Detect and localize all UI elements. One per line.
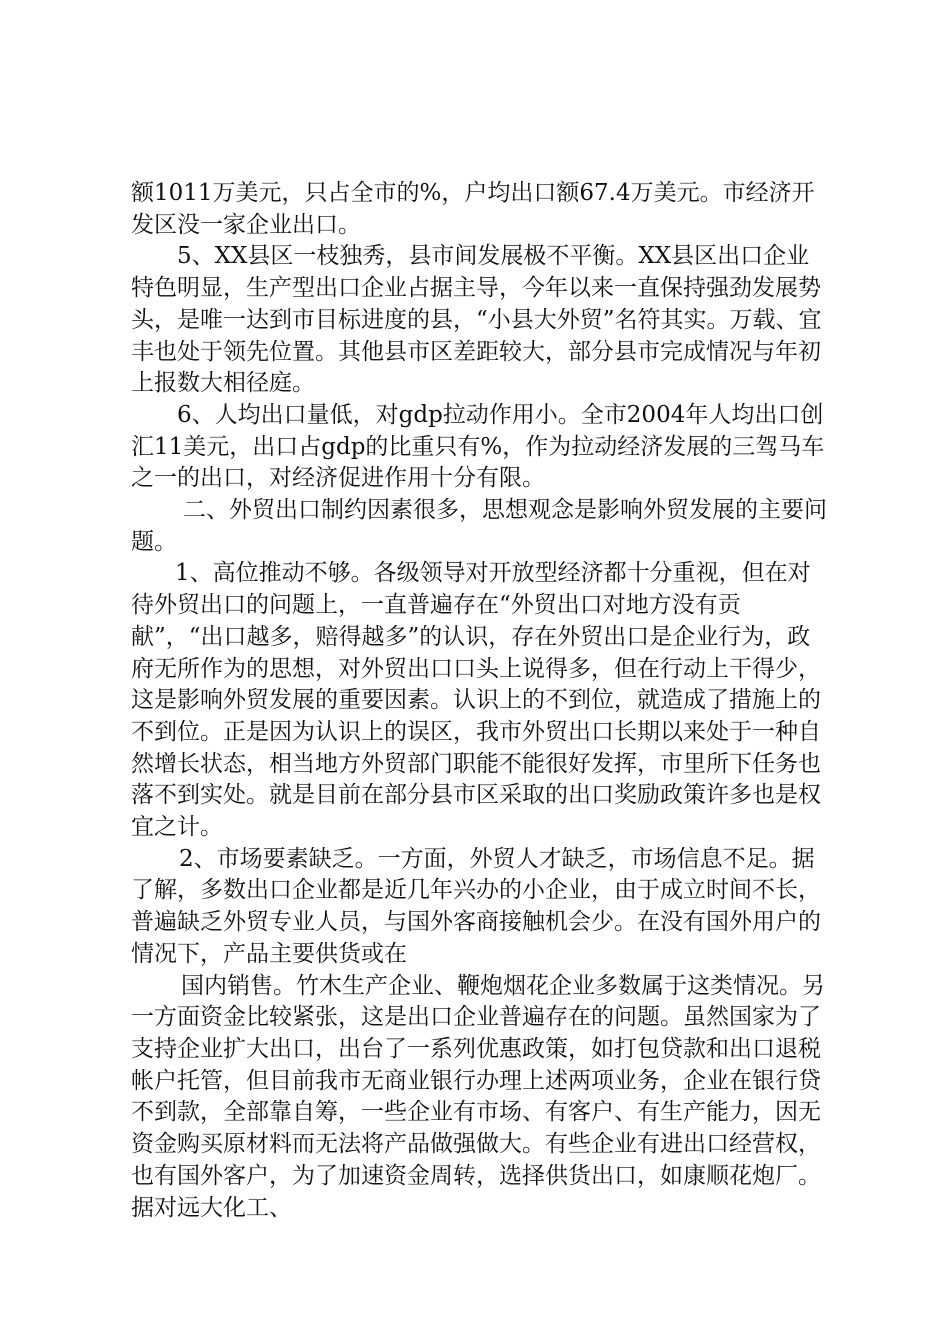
paragraph-point-5: 5、XX县区一枝独秀，县市间发展极不平衡。XX县区出口企业特色明显，生产型出口企业占据主导，今年以来一直保持强劲发展势头，是唯一达到市目标进度的县，“小县大外贸”名符其实。万载、宜丰也处于领先位置。其他县市区差距较大，部分县市完成情况与年初上报数大相径庭。 (131, 243, 822, 397)
paragraph-continuation: 额1011万美元，只占全市的%，户均出口额67.4万美元。市经济开发区没一家企业出口。 (131, 180, 815, 238)
document-body (131, 178, 831, 1224)
paragraph-item-2-continued: 国内销售。竹木生产企业、鞭炮烟花企业多数属于这类情况。另一方面资金比较紧张，这是出口企业普遍存在的问题。虽然国家为了支持企业扩大出口，出台了一系列优惠政策，如打包贷款和出口退税帐户托管，但目前我市无商业银行办理上述两项业务，企业在银行贷不到款，全部靠自筹，一些企业有市场、有客户、有生产能力，因无资金购买原材料而无法将产品做强做大。有些企业有进出口经营权，也有国外客户，为了加速资金周转，选择供货出口，如康顺花炮厂。据对远大化工、 (131, 972, 825, 1221)
paragraph-point-6: 6、人均出口量低，对gdp拉动作用小。全市2004年人均出口创汇11美元，出口占gdp的比重只有%，作为拉动经济发展的三驾马车之一的出口，对经济促进作用十分有限。 (131, 401, 825, 492)
paragraph-item-2: 2、市场要素缺乏。一方面，外贸人才缺乏，市场信息不足。据了解，多数出口企业都是近几年兴办的小企业，由于成立时间不长，普遍缺乏外贸专业人员，与国外客商接触机会少。在没有国外用户的情况下，产品主要供货或在 (131, 845, 821, 967)
paragraph-item-1: 1、高位推动不够。各级领导对开放型经济都十分重视，但在对待外贸出口的问题上，一直普遍存在“外贸出口对地方没有贡献”，“出口越多，赔得越多”的认识，存在外贸出口是企业行为，政府无所作为的思想，对外贸出口口头上说得多，但在行动上干得少，这是影响外贸发展的重要因素。认识上的不到位，就造成了措施上的不到位。正是因为认识上的误区，我市外贸出口长期以来处于一种自然增长状态，相当地方外贸部门职能不能很好发挥，市里所下任务也落不到实处。就是目前在部分县市区采取的出口奖励政策许多也是权宜之计。 (131, 560, 821, 841)
section-heading-2: 二、外贸出口制约因素很多，思想观念是影响外贸发展的主要问题。 (131, 497, 827, 555)
